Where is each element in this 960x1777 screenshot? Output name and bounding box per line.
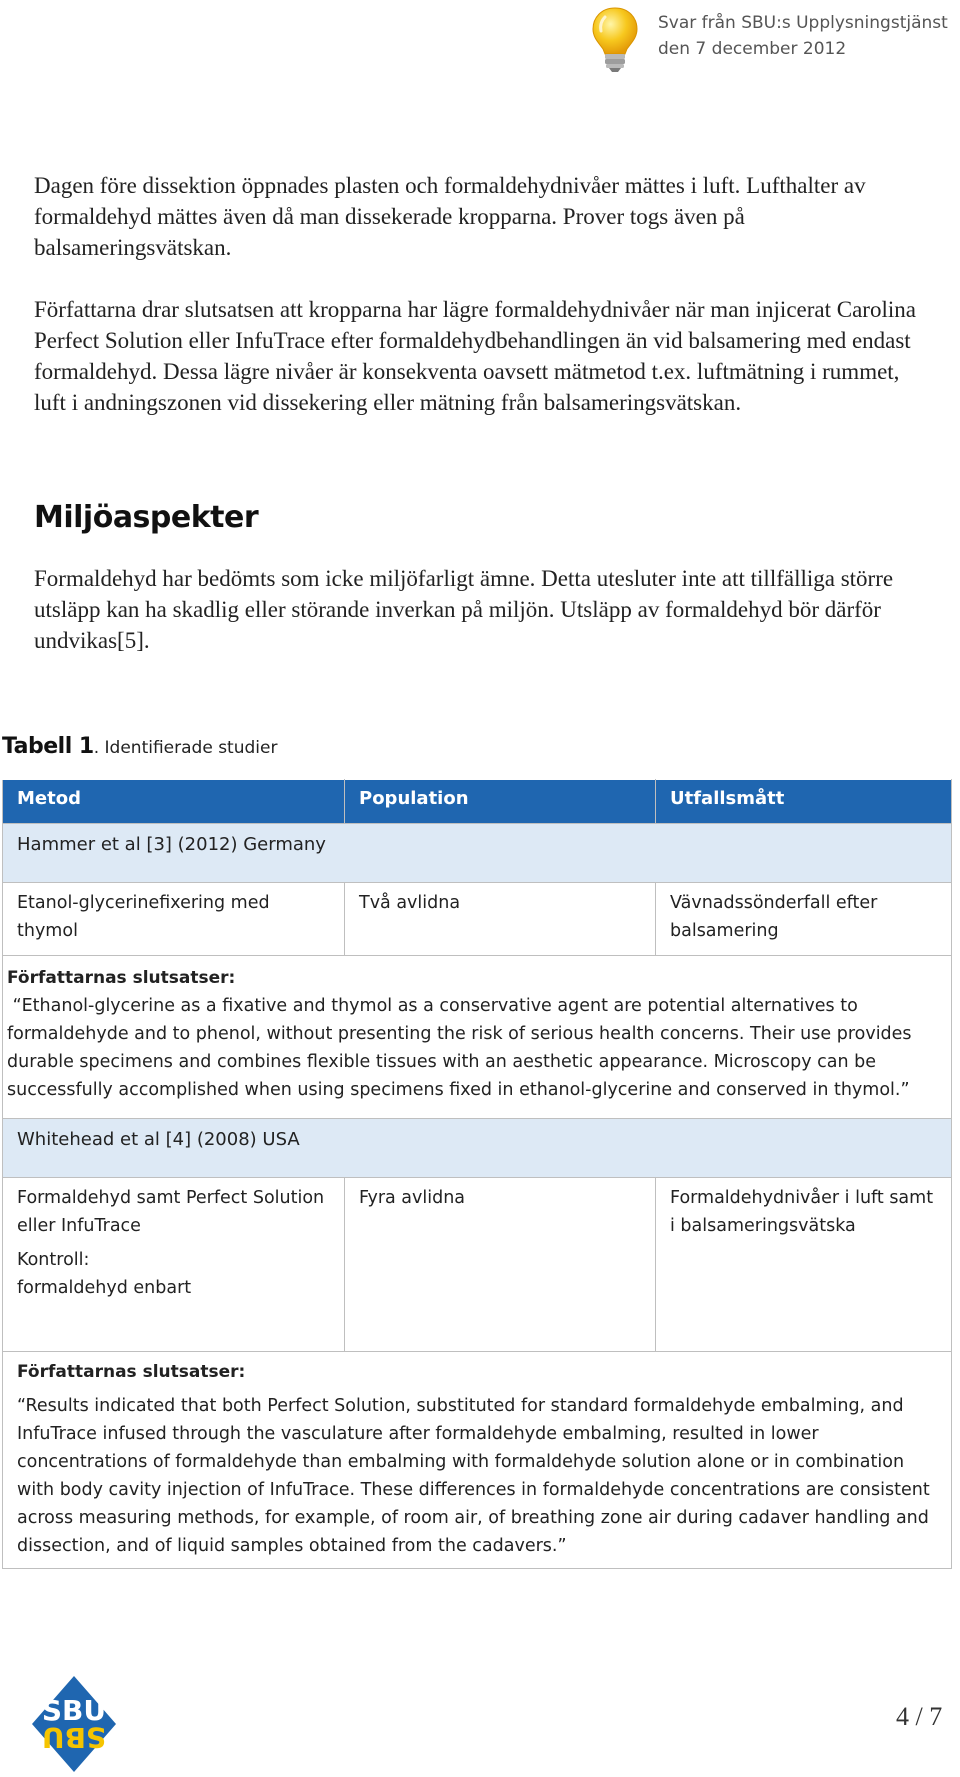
conclusion-title: Författarnas slutsatser: <box>17 1362 246 1382</box>
page-header <box>590 4 950 64</box>
cell-population: Två avlidna <box>345 883 656 956</box>
logo-text: SBU <box>41 1694 107 1727</box>
study-title: Whitehead et al [4] (2008) USA <box>3 1119 952 1178</box>
page-number: 4 / 7 <box>896 1702 943 1731</box>
cell-metod: Etanol-glycerinefixering med thymol <box>3 883 345 956</box>
control-label: Kontroll: <box>17 1250 90 1270</box>
conclusion-cell <box>3 956 952 1119</box>
header-date: den 7 december 2012 <box>658 39 847 59</box>
header-text <box>658 10 948 62</box>
table-row <box>3 1178 952 1352</box>
paragraph-environment: Formaldehyd har bedömts som icke miljöfarligt ämne. Detta utesluter inte att tillfälliga större utsläpp kan ha skadlig eller störande inverkan på miljön. Utsläpp av formaldehyd bör därför undvikas[5]. <box>34 566 894 653</box>
paragraph-conclusion: Författarna drar slutsatsen att kropparna har lägre formaldehydnivåer när man injicerat Carolina Perfect Solution eller InfuTrace efter formaldehydbehandlingen än vid balsamering med endast formaldehyd. Dessa lägre nivåer är konsekventa oavsett mätmetod t.ex. luftmätning i rummet, luft i andningszonen vid dissekering eller mätning från balsameringsvätskan. <box>34 297 916 415</box>
paragraph-measurement: Dagen före dissektion öppnades plasten och formaldehydnivåer mättes i luft. Lufthalter av formaldehyd mättes även då man dissekerade kropparna. Prover togs även på balsameringsvätskan. <box>34 173 866 260</box>
table-caption <box>2 734 277 759</box>
table-caption-text: . Identifierade studier <box>93 738 278 758</box>
cell-population: Fyra avlidna <box>345 1178 656 1352</box>
table-caption-label: Tabell 1 <box>2 734 94 759</box>
conclusion-title: Författarnas slutsatser: <box>7 968 236 988</box>
study-title-row <box>3 1119 952 1178</box>
cell-metod <box>3 1178 345 1352</box>
study-title-row <box>3 824 952 883</box>
table-row <box>3 883 952 956</box>
metod-text: Formaldehyd samt Perfect Solution eller InfuTrace <box>17 1188 325 1236</box>
lightbulb-icon <box>590 6 640 74</box>
conclusion-row <box>3 1352 952 1569</box>
control-text: formaldehyd enbart <box>17 1278 192 1298</box>
header-source: Svar från SBU:s Upplysningstjänst <box>658 13 948 33</box>
conclusion-text: “Ethanol-glycerine as a fixative and thymol as a conservative agent are potential alternatives to formaldehyde and to phenol, without presenting the risk of serious health concerns. Their use provides durable specimens and combines flexible tissues with an aesthetic appearance. Microscopy can be successfully accomplished when using specimens fixed in ethanol-glycerine and conserved in thymol.” <box>7 996 912 1100</box>
table-header-row <box>3 780 952 824</box>
cell-utfall: Vävnadssönderfall efter balsamering <box>656 883 952 956</box>
section-heading: Miljöaspekter <box>34 500 259 535</box>
header-population: Population <box>345 780 656 824</box>
conclusion-text: “Results indicated that both Perfect Solution, substituted for standard formaldehyde embalming, and InfuTrace infused through the vasculature after formaldehyde embalming, resulted in lower concentrations of formaldehyde than embalming with formaldehyde solution alone or in combination with body cavity injection of InfuTrace. These differences in formaldehyde concentrations are consistent across measuring methods, for example, of room air, of breathing zone air during cadaver handling and dissection, and of liquid samples obtained from the cadavers.” <box>17 1396 930 1556</box>
conclusion-row <box>3 956 952 1119</box>
studies-table <box>2 779 952 1569</box>
logo-text-mirrored: SBU <box>41 1721 107 1754</box>
sbu-logo <box>30 1674 118 1774</box>
study-title: Hammer et al [3] (2012) Germany <box>3 824 952 883</box>
header-utfallsmatt: Utfallsmått <box>656 780 952 824</box>
header-metod: Metod <box>3 780 345 824</box>
conclusion-cell <box>3 1352 952 1569</box>
cell-utfall: Formaldehydnivåer i luft samt i balsameringsvätska <box>656 1178 952 1352</box>
